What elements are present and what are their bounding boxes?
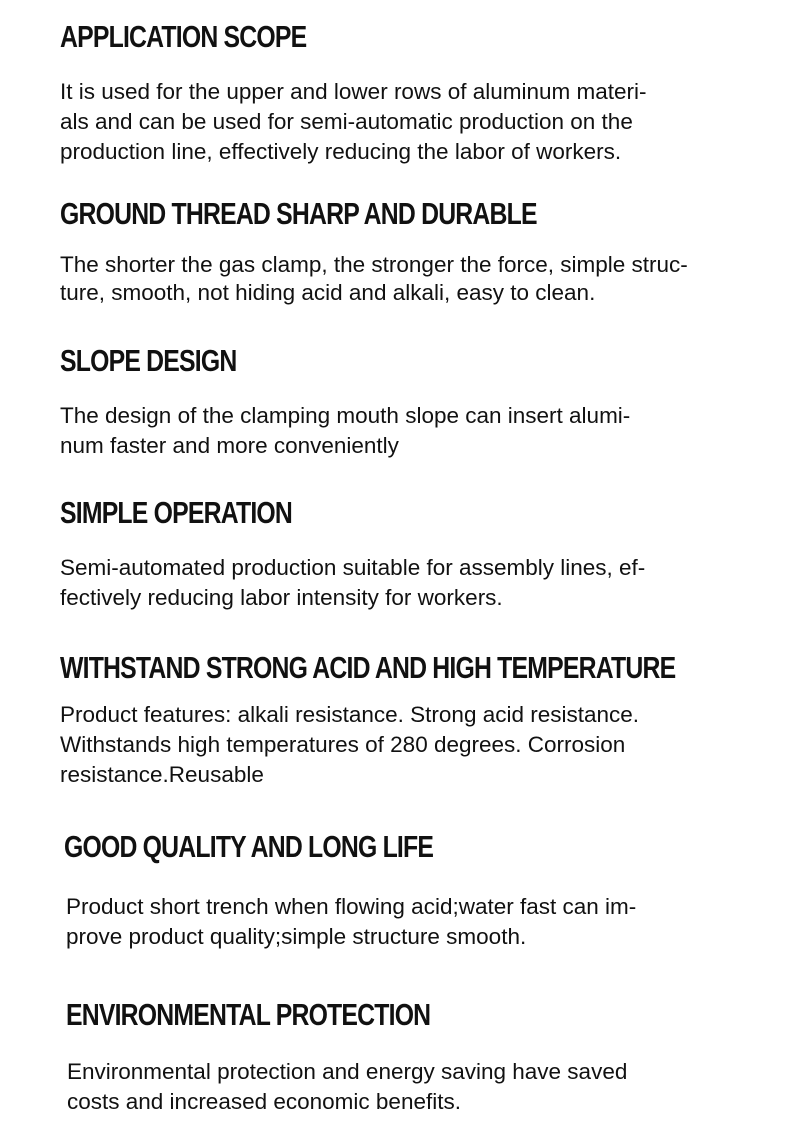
paragraph-good-quality [66,892,636,952]
heading-slope-design: SLOPE DESIGN [60,343,237,378]
paragraph-withstand-acid [60,700,639,790]
heading-good-quality: GOOD QUALITY AND LONG LIFE [64,829,434,864]
paragraph-slope-design [60,401,630,461]
heading-application-scope: APPLICATION SCOPE [60,19,307,54]
paragraph-line: It is used for the upper and lower rows of aluminum materi- [60,79,647,104]
paragraph-line: Product features: alkali resistance. Strong acid resistance. [60,702,640,727]
paragraph-application-scope [60,77,647,167]
paragraph-line: prove product quality;simple structure smooth. [66,924,527,949]
heading-environmental-protection: ENVIRONMENTAL PROTECTION [66,997,431,1032]
paragraph-line: Semi-automated production suitable for assembly lines, ef- [60,555,646,580]
paragraph-line: Product short trench when flowing acid;water fast can im- [66,894,637,919]
heading-withstand-acid: WITHSTAND STRONG ACID AND HIGH TEMPERATURE [60,650,676,685]
paragraph-line: als and can be used for semi-automatic production on the [60,109,633,134]
paragraph-line: num faster and more conveniently [60,433,399,458]
paragraph-line: The shorter the gas clamp, the stronger the force, simple struc- [60,252,688,277]
paragraph-line: Environmental protection and energy saving have saved [67,1059,628,1084]
paragraph-line: fectively reducing labor intensity for workers. [60,585,503,610]
paragraph-line: Withstands high temperatures of 280 degrees. Corrosion [60,732,626,757]
paragraph-line: production line, effectively reducing the labor of workers. [60,139,622,164]
paragraph-line: costs and increased economic benefits. [67,1089,461,1114]
paragraph-line: resistance.Reusable [60,762,264,787]
paragraph-environmental-protection [67,1057,627,1117]
heading-ground-thread: GROUND THREAD SHARP AND DURABLE [60,196,537,231]
paragraph-line: ture, smooth, not hiding acid and alkali, easy to clean. [60,280,596,305]
heading-simple-operation: SIMPLE OPERATION [60,495,293,530]
paragraph-ground-thread [60,251,688,307]
paragraph-line: The design of the clamping mouth slope can insert alumi- [60,403,631,428]
paragraph-simple-operation [60,553,645,613]
